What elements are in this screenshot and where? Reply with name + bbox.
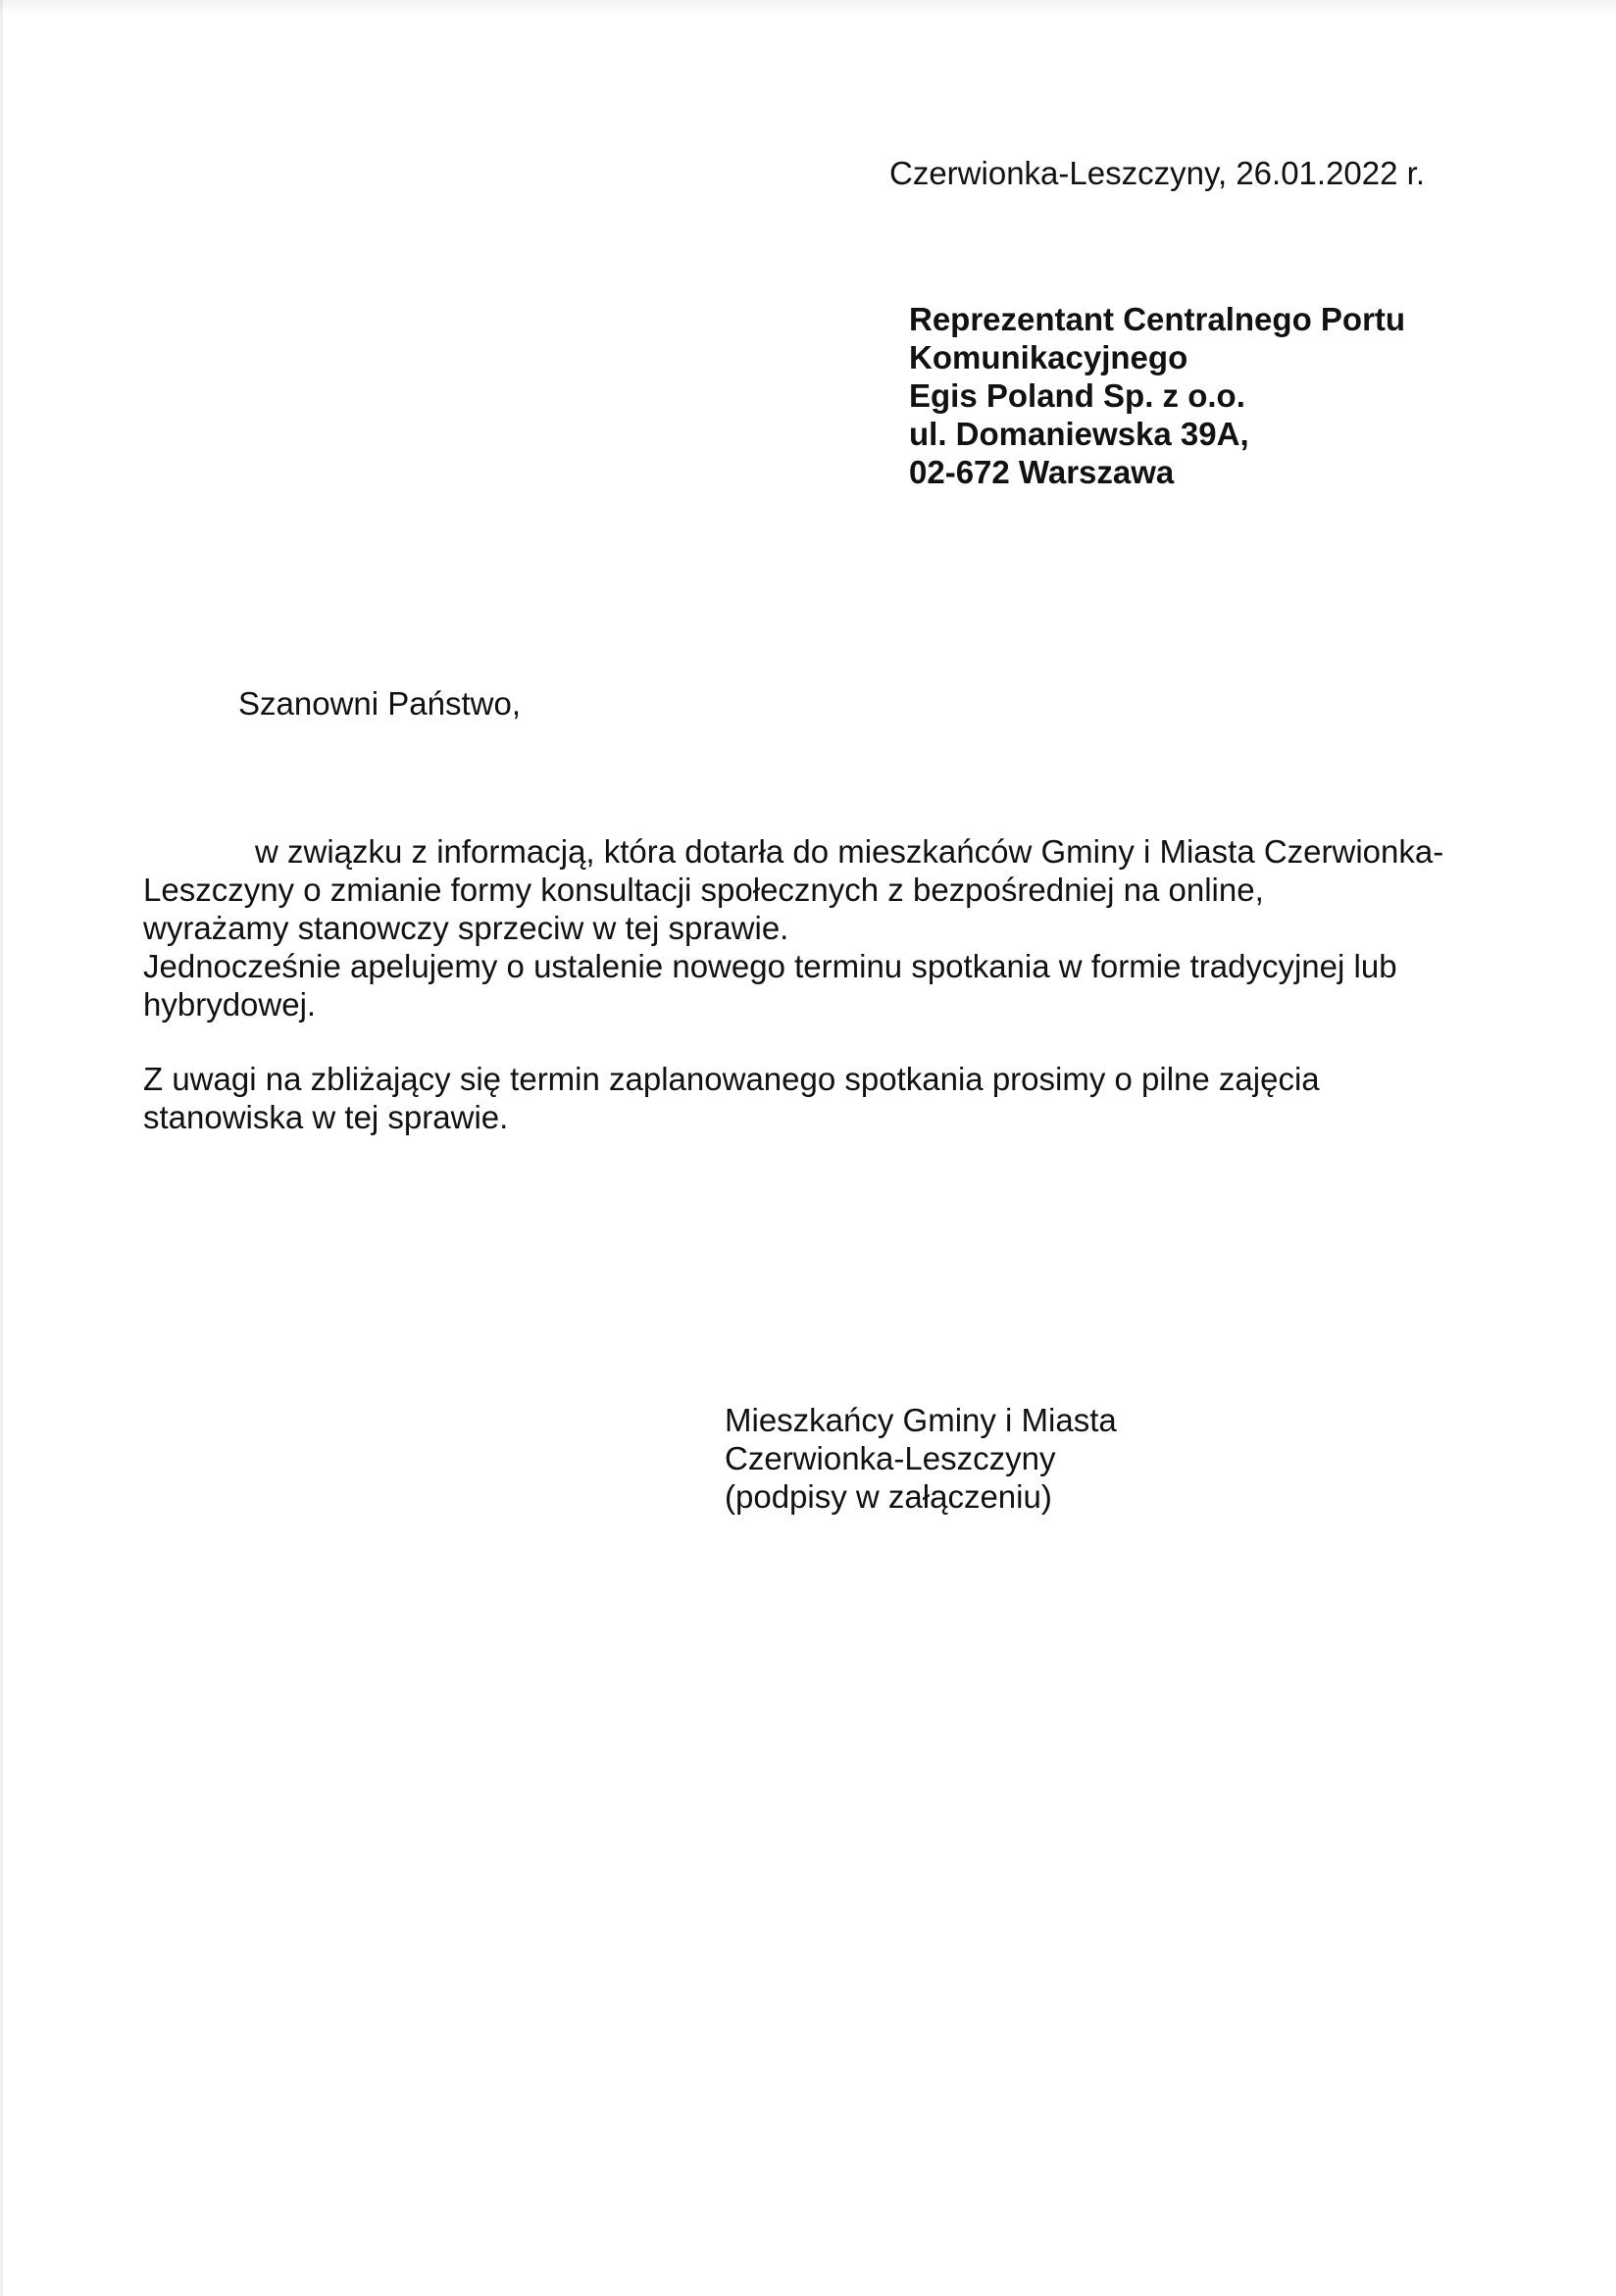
body-line: Jednocześnie apelujemy o ustalenie nowego terminu spotkania w formie tradycyjnej lub [143,948,1397,984]
signature-line: Mieszkańcy Gminy i Miasta [725,1402,1117,1438]
signature-block [725,1401,1117,1516]
body-line: Leszczyny o zmianie formy konsultacji społecznych z bezpośredniej na online, [143,872,1264,908]
scan-edge-left [0,0,3,2296]
body-line: hybrydowej. [143,986,317,1023]
recipient-line: Komunikacyjnego [909,339,1188,375]
body-line: w związku z informacją, która dotarła do mieszkańców Gminy i Miasta Czerwionka- [255,833,1444,870]
body-paragraph-2 [143,1060,1320,1136]
body-paragraph-1 [143,832,1443,1023]
signature-line: (podpisy w załączeniu) [725,1478,1052,1515]
recipient-line: Egis Poland Sp. z o.o. [909,377,1245,414]
recipient-line: Reprezentant Centralnego Portu [909,301,1406,337]
recipient-address [909,300,1405,491]
body-line: Z uwagi na zbliżający się termin zaplanowanego spotkania prosimy o pilne zajęcia [143,1061,1320,1097]
salutation: Szanowni Państwo, [238,685,521,722]
letter-date: Czerwionka-Leszczyny, 26.01.2022 r. [889,155,1425,191]
recipient-line: 02-672 Warszawa [909,454,1175,490]
recipient-line: ul. Domaniewska 39A, [909,416,1249,452]
scan-edge-top [0,0,1616,14]
body-line: wyrażamy stanowczy sprzeciw w tej sprawie. [143,910,789,946]
signature-line: Czerwionka-Leszczyny [725,1440,1056,1476]
body-line: stanowiska w tej sprawie. [143,1099,509,1135]
